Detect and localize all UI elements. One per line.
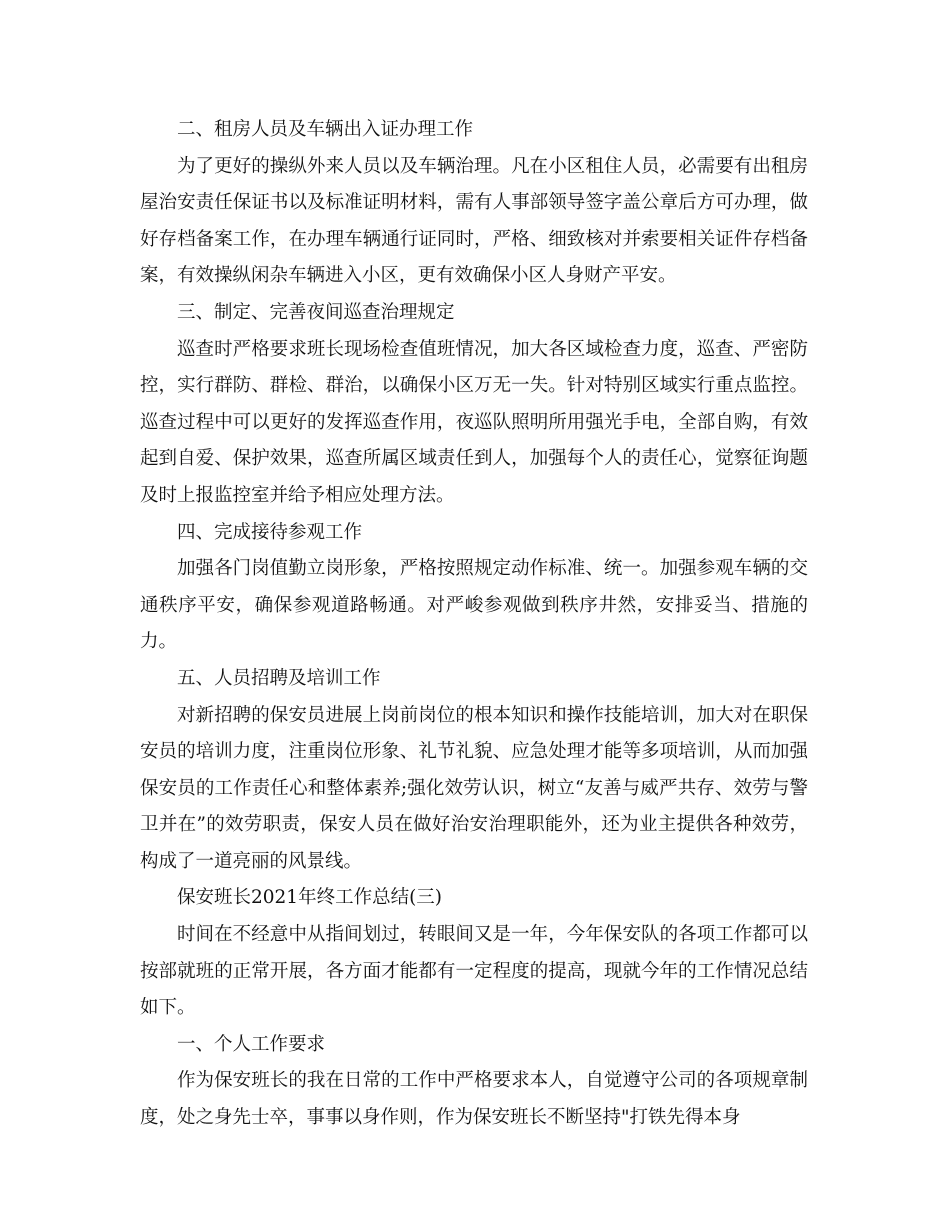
body-paragraph: 时间在不经意中从指间划过，转眼间又是一年，今年保安队的各项工作都可以按部就班的正常开展，各方面才能都有一定程度的提高，现就今年的工作情况总结如下。 (140, 924, 808, 1019)
body-paragraph: 为了更好的操纵外来人员以及车辆治理。凡在小区租住人员，必需要有出租房屋治安责任保证书以及标准证明材料，需有人事部领导签字盖公章后方可办理，做好存档备案工作，在办理车辆通行证同时，严格、细致核对并索要相关证件存档备案，有效操纵闲杂车辆进入小区，更有效确保小区人身财产平安。 (140, 155, 808, 287)
section-heading: 三、制定、完善夜间巡查治理规定 (177, 301, 455, 323)
document-body (140, 112, 808, 1137)
section-heading: 一、个人工作要求 (177, 1033, 326, 1055)
section-heading: 五、人员招聘及培训工作 (177, 667, 381, 689)
section-heading: 二、租房人员及车辆出入证办理工作 (177, 119, 474, 140)
section-heading: 四、完成接待参观工作 (177, 521, 363, 543)
document-subtitle: 保安班长2021年终工作总结(三) (177, 887, 443, 909)
body-paragraph: 作为保安班长的我在日常的工作中严格要求本人，自觉遵守公司的各项规章制度，处之身先士卒，事事以身作则，作为保安班长不断坚持"打铁先得本身 (140, 1070, 808, 1129)
body-paragraph: 巡查时严格要求班长现场检查值班情况，加大各区域检查力度，巡查、严密防控，实行群防、群检、群治，以确保小区万无一失。针对特别区域实行重点监控。巡查过程中可以更好的发挥巡查作用，夜巡队照明所用强光手电，全部自购，有效起到自爱、保护效果，巡查所属区域责任到人，加强每个人的责任心，觉察征询题及时上报监控室并给予相应处理方法。 (140, 338, 808, 506)
body-paragraph: 对新招聘的保安员进展上岗前岗位的根本知识和操作技能培训，加大对在职保安员的培训力度，注重岗位形象、礼节礼貌、应急处理才能等多项培训，从而加强保安员的工作责任心和整体素养;强化效劳认识，树立“友善与威严共存、效劳与警卫并在”的效劳职责，保安人员在做好治安治理职能外，还为业主提供各种效劳，构成了一道亮丽的风景线。 (140, 704, 808, 872)
body-paragraph: 加强各门岗值勤立岗形象，严格按照规定动作标准、统一。加强参观车辆的交通秩序平安，确保参观道路畅通。对严峻参观做到秩序井然，安排妥当、措施的力。 (140, 558, 808, 653)
